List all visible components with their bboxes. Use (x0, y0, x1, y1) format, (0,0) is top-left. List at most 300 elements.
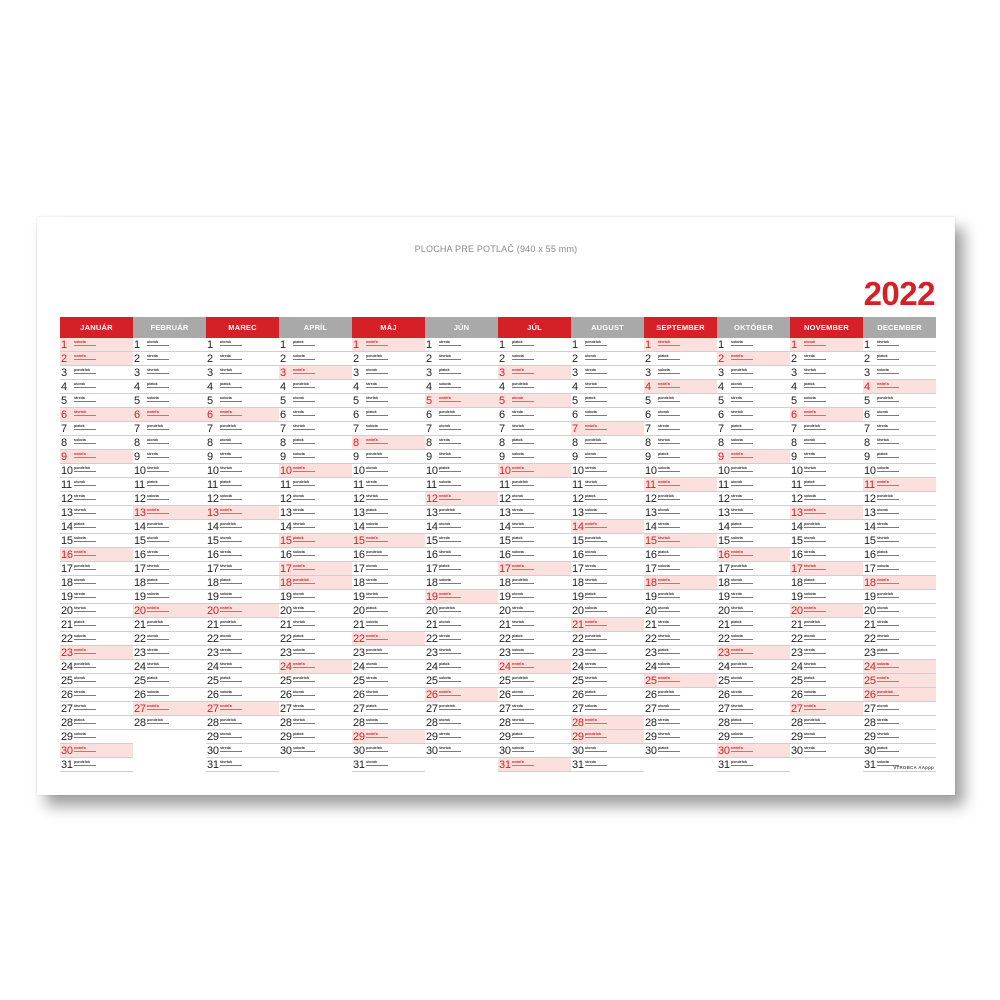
weekday-name: nedeľa (512, 760, 524, 764)
nameday-text-line (731, 695, 753, 696)
nameday-text-line (74, 583, 96, 584)
day-row (133, 478, 206, 492)
weekday-name: piatok (293, 634, 304, 638)
day-row (206, 352, 279, 366)
day-number: 8 (572, 437, 578, 449)
weekday-name: štvrtok (293, 424, 305, 428)
weekday-name: štvrtok (293, 718, 305, 722)
weekday-name: piatok (439, 564, 450, 568)
weekday-name: nedeľa (220, 410, 232, 414)
nameday-text-line (877, 443, 899, 444)
day-number: 27 (645, 703, 657, 715)
weekday-name: nedeľa (512, 662, 524, 666)
nameday-text-line (658, 457, 680, 458)
weekday-name: utorok (585, 648, 597, 652)
day-number: 5 (718, 395, 724, 407)
day-number: 11 (426, 479, 437, 491)
day-row (279, 744, 352, 758)
weekday-name: utorok (731, 578, 743, 582)
weekday-name: nedeľa (147, 606, 159, 610)
month-header: DECEMBER (863, 317, 936, 338)
nameday-text-line (366, 681, 388, 682)
nameday-text-line (293, 681, 315, 682)
day-number: 26 (426, 689, 438, 701)
nameday-text-line (293, 485, 315, 486)
day-row (644, 646, 717, 660)
weekday-name: streda (220, 648, 231, 652)
day-number: 25 (645, 675, 657, 687)
nameday-text-line (147, 387, 169, 388)
nameday-text-line (439, 345, 461, 346)
weekday-name: nedeľa (74, 452, 86, 456)
day-number: 19 (61, 591, 73, 603)
day-row (60, 660, 133, 674)
nameday-text-line (731, 499, 753, 500)
nameday-text-line (439, 387, 461, 388)
day-number: 7 (645, 423, 651, 435)
day-number: 28 (207, 717, 219, 729)
day-number: 18 (61, 577, 73, 589)
weekday-name: sobota (366, 424, 378, 428)
day-number: 20 (572, 605, 584, 617)
weekday-name: štvrtok (147, 466, 159, 470)
nameday-text-line (220, 765, 242, 766)
weekday-name: piatok (512, 536, 523, 540)
day-number: 18 (645, 577, 657, 589)
nameday-text-line (220, 737, 242, 738)
weekday-name: streda (293, 410, 304, 414)
day-number: 2 (499, 353, 505, 365)
weekday-name: piatok (293, 438, 304, 442)
day-row (498, 478, 571, 492)
day-number: 19 (791, 591, 803, 603)
weekday-name: pondelok (585, 536, 601, 540)
nameday-text-line (366, 709, 388, 710)
weekday-name: utorok (220, 634, 232, 638)
day-number: 22 (353, 633, 365, 645)
nameday-text-line (658, 555, 680, 556)
day-number: 10 (718, 465, 730, 477)
nameday-text-line (731, 457, 753, 458)
weekday-name: streda (147, 648, 158, 652)
day-row (60, 380, 133, 394)
day-row (279, 338, 352, 352)
weekday-name: štvrtok (658, 634, 670, 638)
weekday-name: utorok (585, 452, 597, 456)
day-row (352, 618, 425, 632)
month-column (498, 317, 571, 773)
day-number: 30 (572, 745, 584, 757)
nameday-text-line (585, 373, 607, 374)
day-number: 24 (791, 661, 803, 673)
nameday-text-line (366, 373, 388, 374)
day-number: 10 (353, 465, 365, 477)
month-header: JÚL (498, 317, 571, 338)
weekday-name: piatok (877, 550, 888, 554)
nameday-text-line (220, 443, 242, 444)
day-row (60, 632, 133, 646)
month-header: FEBRUÁR (133, 317, 206, 338)
nameday-text-line (293, 457, 315, 458)
nameday-text-line (804, 345, 826, 346)
nameday-text-line (293, 751, 315, 752)
day-number: 14 (61, 521, 73, 533)
day-number: 28 (280, 717, 292, 729)
day-number: 29 (791, 731, 803, 743)
weekday-name: sobota (512, 452, 524, 456)
day-row (60, 646, 133, 660)
day-number: 1 (572, 339, 578, 351)
nameday-text-line (731, 359, 753, 360)
weekday-name: piatok (658, 452, 669, 456)
nameday-text-line (804, 541, 826, 542)
day-row (133, 450, 206, 464)
day-row (498, 464, 571, 478)
nameday-text-line (293, 625, 315, 626)
weekday-name: streda (585, 662, 596, 666)
weekday-name: pondelok (74, 760, 90, 764)
weekday-name: štvrtok (731, 704, 743, 708)
nameday-text-line (658, 751, 680, 752)
weekday-name: piatok (220, 578, 231, 582)
day-row (279, 394, 352, 408)
weekday-name: piatok (658, 648, 669, 652)
nameday-text-line (439, 751, 461, 752)
nameday-text-line (220, 751, 242, 752)
weekday-name: nedeľa (74, 746, 86, 750)
nameday-text-line (366, 765, 388, 766)
day-number: 5 (791, 395, 797, 407)
day-row (352, 492, 425, 506)
day-row (279, 660, 352, 674)
day-row (352, 338, 425, 352)
weekday-name: pondelok (804, 522, 820, 526)
day-row (571, 646, 644, 660)
day-row (790, 632, 863, 646)
day-row (279, 520, 352, 534)
weekday-name: štvrtok (658, 732, 670, 736)
nameday-text-line (585, 751, 607, 752)
weekday-name: piatok (658, 550, 669, 554)
nameday-text-line (512, 695, 534, 696)
day-number: 4 (499, 381, 505, 393)
day-row (60, 478, 133, 492)
day-row (571, 674, 644, 688)
weekday-name: nedeľa (147, 508, 159, 512)
day-number: 27 (61, 703, 73, 715)
weekday-name: sobota (439, 480, 451, 484)
nameday-text-line (512, 611, 534, 612)
day-row (206, 464, 279, 478)
day-number: 10 (791, 465, 803, 477)
nameday-text-line (439, 401, 461, 402)
day-number: 4 (718, 381, 724, 393)
day-row (133, 604, 206, 618)
weekday-name: sobota (731, 340, 743, 344)
weekday-name: piatok (147, 480, 158, 484)
nameday-text-line (366, 443, 388, 444)
nameday-text-line (74, 373, 96, 374)
weekday-name: nedeľa (74, 550, 86, 554)
day-number: 26 (134, 689, 146, 701)
weekday-name: pondelok (804, 718, 820, 722)
nameday-text-line (731, 541, 753, 542)
day-number: 7 (61, 423, 67, 435)
month-days (717, 338, 790, 773)
day-number: 20 (280, 605, 292, 617)
day-row (60, 450, 133, 464)
day-row (60, 366, 133, 380)
day-row (498, 352, 571, 366)
nameday-text-line (366, 541, 388, 542)
nameday-text-line (512, 639, 534, 640)
day-number: 1 (864, 339, 870, 351)
day-number: 1 (718, 339, 724, 351)
nameday-text-line (366, 401, 388, 402)
weekday-name: sobota (366, 522, 378, 526)
weekday-name: streda (731, 396, 742, 400)
day-number: 10 (426, 465, 438, 477)
day-number: 16 (572, 549, 584, 561)
nameday-text-line (731, 373, 753, 374)
day-number: 3 (207, 367, 213, 379)
day-number: 18 (280, 577, 292, 589)
day-number: 9 (61, 451, 67, 463)
day-number: 16 (426, 549, 438, 561)
weekday-name: pondelok (512, 382, 528, 386)
weekday-name: štvrtok (585, 676, 597, 680)
weekday-name: sobota (585, 410, 597, 414)
weekday-name: utorok (366, 368, 378, 372)
weekday-name: piatok (147, 382, 158, 386)
weekday-name: streda (147, 354, 158, 358)
weekday-name: utorok (877, 606, 889, 610)
weekday-name: utorok (658, 410, 670, 414)
day-row (863, 688, 936, 702)
weekday-name: piatok (439, 368, 450, 372)
weekday-name: streda (293, 606, 304, 610)
day-number: 9 (134, 451, 140, 463)
weekday-name: pondelok (74, 564, 90, 568)
weekday-name: sobota (366, 620, 378, 624)
month-header: NOVEMBER (790, 317, 863, 338)
day-row (60, 702, 133, 716)
weekday-name: utorok (366, 564, 378, 568)
day-row (206, 450, 279, 464)
nameday-text-line (512, 653, 534, 654)
day-row (790, 422, 863, 436)
nameday-text-line (220, 681, 242, 682)
weekday-name: utorok (366, 466, 378, 470)
weekday-name: streda (658, 620, 669, 624)
nameday-text-line (804, 359, 826, 360)
day-row (717, 632, 790, 646)
nameday-text-line (877, 723, 899, 724)
nameday-text-line (731, 429, 753, 430)
day-row (206, 520, 279, 534)
day-row (498, 730, 571, 744)
nameday-text-line (439, 597, 461, 598)
weekday-name: pondelok (877, 494, 893, 498)
weekday-name: sobota (512, 550, 524, 554)
day-row (717, 394, 790, 408)
nameday-text-line (512, 541, 534, 542)
day-row (571, 758, 644, 772)
nameday-text-line (293, 415, 315, 416)
weekday-name: štvrtok (585, 480, 597, 484)
weekday-name: piatok (658, 746, 669, 750)
weekday-name: nedeľa (439, 494, 451, 498)
wall-calendar-sheet (37, 217, 955, 795)
weekday-name: streda (366, 480, 377, 484)
weekday-name: pondelok (147, 718, 163, 722)
weekday-name: utorok (512, 592, 524, 596)
nameday-text-line (731, 667, 753, 668)
weekday-name: utorok (731, 676, 743, 680)
month-column (133, 317, 206, 773)
day-number: 23 (791, 647, 803, 659)
weekday-name: nedeľa (220, 508, 232, 512)
nameday-text-line (366, 485, 388, 486)
nameday-text-line (512, 345, 534, 346)
day-number: 2 (718, 353, 724, 365)
nameday-text-line (658, 625, 680, 626)
day-number: 9 (353, 451, 359, 463)
weekday-name: sobota (512, 354, 524, 358)
day-number: 25 (61, 675, 73, 687)
day-number: 20 (353, 605, 365, 617)
day-number: 26 (791, 689, 803, 701)
day-row (352, 730, 425, 744)
weekday-name: streda (366, 578, 377, 582)
day-row (498, 506, 571, 520)
day-number: 28 (864, 717, 876, 729)
day-number: 17 (791, 563, 803, 575)
day-row (571, 366, 644, 380)
nameday-text-line (658, 429, 680, 430)
weekday-name: piatok (293, 732, 304, 736)
nameday-text-line (366, 345, 388, 346)
weekday-name: pondelok (585, 438, 601, 442)
day-row (425, 520, 498, 534)
day-number: 24 (718, 661, 730, 673)
month-column (425, 317, 498, 773)
weekday-name: streda (512, 606, 523, 610)
weekday-name: streda (74, 690, 85, 694)
weekday-name: utorok (804, 634, 816, 638)
nameday-text-line (877, 387, 899, 388)
nameday-text-line (658, 485, 680, 486)
day-number: 16 (791, 549, 803, 561)
weekday-name: pondelok (74, 466, 90, 470)
nameday-text-line (366, 695, 388, 696)
weekday-name: streda (220, 354, 231, 358)
nameday-text-line (512, 457, 534, 458)
nameday-text-line (804, 513, 826, 514)
day-number: 24 (280, 661, 292, 673)
day-row (352, 352, 425, 366)
day-row (863, 492, 936, 506)
weekday-name: štvrtok (877, 732, 889, 736)
nameday-text-line (293, 583, 315, 584)
day-number: 11 (61, 479, 72, 491)
nameday-text-line (220, 611, 242, 612)
day-row (60, 352, 133, 366)
weekday-name: nedeľa (877, 676, 889, 680)
day-number: 20 (718, 605, 730, 617)
day-number: 23 (864, 647, 876, 659)
weekday-name: utorok (74, 676, 86, 680)
weekday-name: pondelok (293, 480, 309, 484)
day-number: 30 (499, 745, 511, 757)
day-number: 12 (134, 493, 146, 505)
nameday-text-line (220, 709, 242, 710)
day-number: 22 (61, 633, 73, 645)
weekday-name: nedeľa (512, 564, 524, 568)
day-number: 22 (134, 633, 146, 645)
weekday-name: štvrtok (658, 340, 670, 344)
day-number: 27 (718, 703, 730, 715)
weekday-name: nedeľa (293, 564, 305, 568)
day-row (352, 450, 425, 464)
weekday-name: utorok (658, 704, 670, 708)
weekday-name: piatok (439, 466, 450, 470)
weekday-name: štvrtok (220, 564, 232, 568)
day-row (133, 674, 206, 688)
weekday-name: nedeľa (731, 648, 743, 652)
month-days (571, 338, 644, 773)
day-number: 22 (280, 633, 292, 645)
day-number: 17 (572, 563, 584, 575)
weekday-name: utorok (731, 480, 743, 484)
day-number: 10 (61, 465, 73, 477)
nameday-text-line (585, 513, 607, 514)
day-row (571, 660, 644, 674)
nameday-text-line (293, 667, 315, 668)
weekday-name: sobota (293, 648, 305, 652)
day-row (717, 758, 790, 772)
weekday-name: sobota (877, 564, 889, 568)
nameday-text-line (74, 527, 96, 528)
day-row (863, 604, 936, 618)
day-row (790, 436, 863, 450)
nameday-text-line (74, 555, 96, 556)
nameday-text-line (147, 373, 169, 374)
day-row (425, 562, 498, 576)
day-number: 15 (864, 535, 876, 547)
day-row (60, 520, 133, 534)
day-row (644, 366, 717, 380)
day-number: 2 (791, 353, 797, 365)
nameday-text-line (293, 737, 315, 738)
nameday-text-line (658, 471, 680, 472)
day-number: 7 (572, 423, 578, 435)
day-row (279, 590, 352, 604)
nameday-text-line (366, 737, 388, 738)
day-number: 5 (426, 395, 432, 407)
day-row (498, 338, 571, 352)
weekday-name: štvrtok (731, 606, 743, 610)
day-row (717, 604, 790, 618)
day-number: 5 (134, 395, 140, 407)
weekday-name: utorok (658, 606, 670, 610)
weekday-name: štvrtok (585, 578, 597, 582)
day-row (279, 562, 352, 576)
day-row (279, 604, 352, 618)
day-number: 30 (426, 745, 438, 757)
nameday-text-line (74, 415, 96, 416)
day-number: 25 (499, 675, 511, 687)
